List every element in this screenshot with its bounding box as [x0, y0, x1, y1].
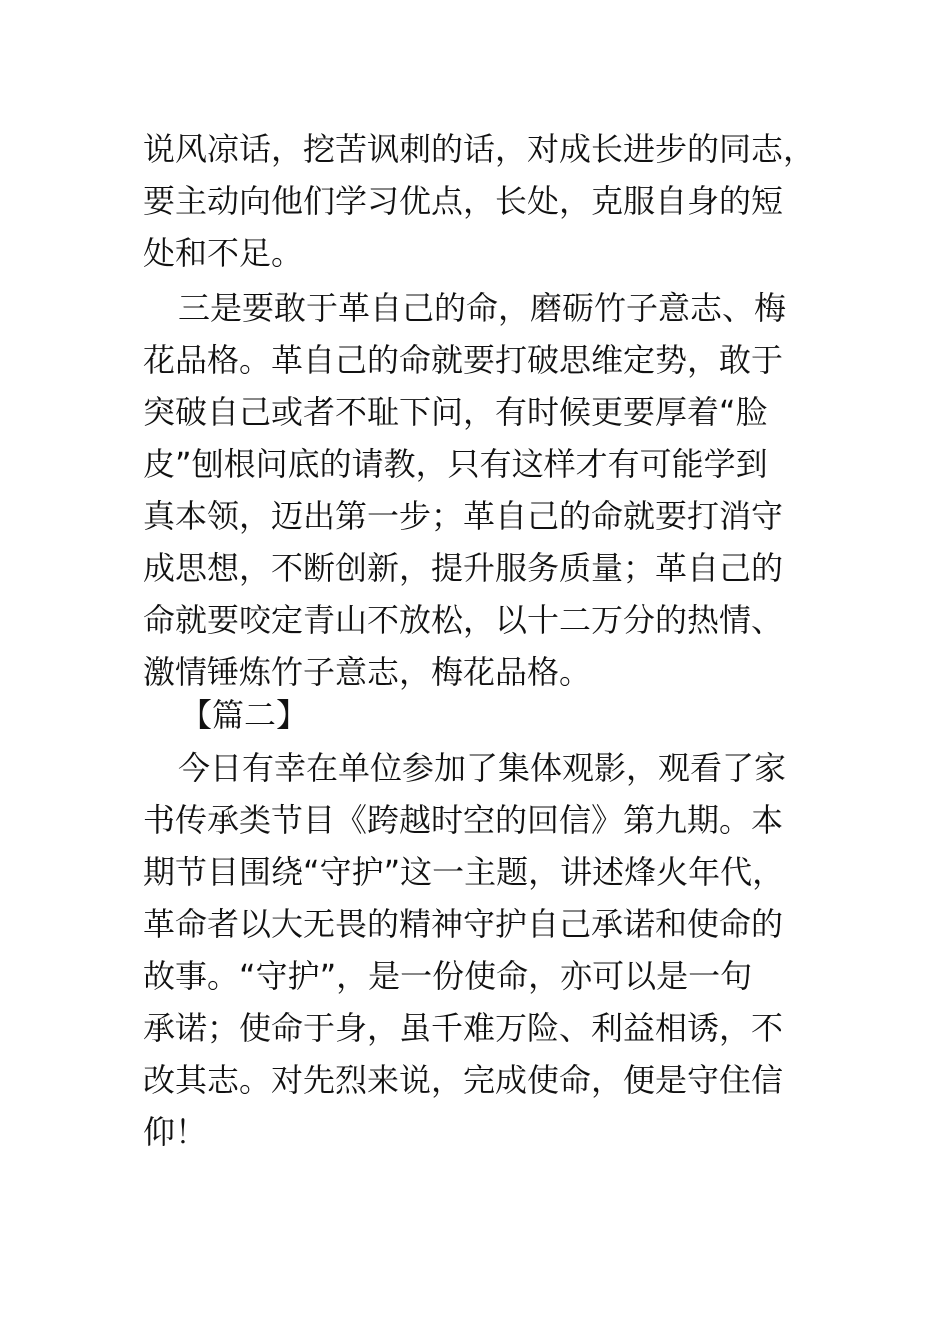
paragraph-start-line: 三是要敢于革自己的命，磨砺竹子意志、梅 [178, 289, 787, 327]
text-line: 突破自己或者不耻下问，有时候更要厚着“脸 [143, 393, 768, 431]
text-line: 改其志。对先烈来说，完成使命，便是守住信 [143, 1061, 784, 1099]
text-line: 命就要咬定青山不放松，以十二万分的热情、 [143, 601, 784, 639]
section-heading: 【篇二】 [180, 696, 309, 734]
text-line: 处和不足。 [143, 234, 304, 272]
text-line: 成思想，不断创新，提升服务质量；革自己的 [143, 549, 784, 587]
text-line: 说风凉话，挖苦讽刺的话，对成长进步的同志， [143, 130, 816, 168]
text-line: 故事。“守护”，是一份使命，亦可以是一句 [143, 957, 753, 995]
text-line: 承诺；使命于身，虽千难万险、利益相诱，不 [143, 1009, 784, 1047]
text-line: 要主动向他们学习优点，长处，克服自身的短 [143, 182, 784, 220]
text-line: 书传承类节目《跨越时空的回信》第九期。本 [143, 801, 784, 839]
text-line: 激情锤炼竹子意志，梅花品格。 [143, 653, 592, 691]
text-line: 真本领，迈出第一步；革自己的命就要打消守 [143, 497, 784, 535]
text-line: 仰！ [143, 1113, 208, 1151]
text-line: 期节目围绕“守护”这一主题，讲述烽火年代， [143, 853, 785, 891]
text-line: 革命者以大无畏的精神守护自己承诺和使命的 [143, 905, 784, 943]
text-line: 皮”刨根问底的请教，只有这样才有可能学到 [143, 445, 768, 483]
paragraph-start-line: 今日有幸在单位参加了集体观影，观看了家 [178, 749, 787, 787]
text-line: 花品格。革自己的命就要打破思维定势，敢于 [143, 341, 784, 379]
